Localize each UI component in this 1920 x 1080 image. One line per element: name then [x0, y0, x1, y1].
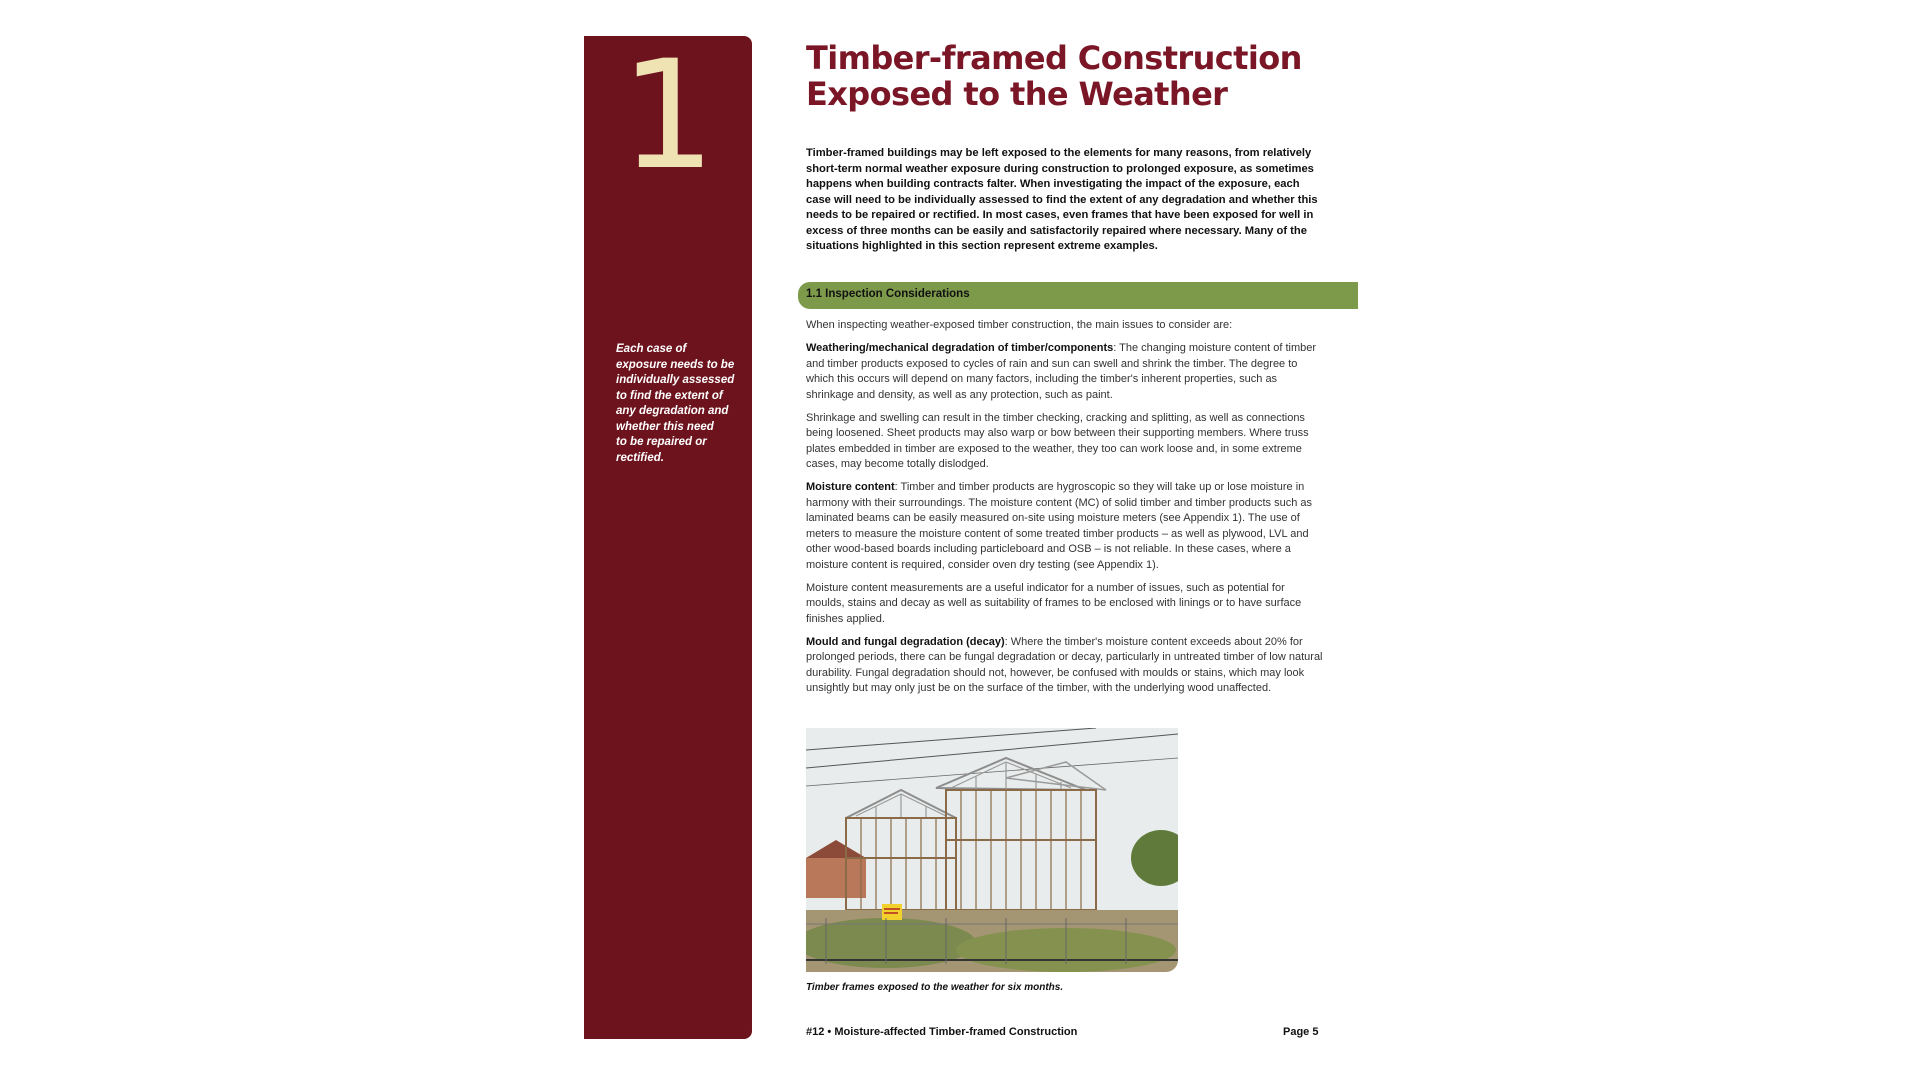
intro-paragraph: Timber-framed buildings may be left exposed to the elements for many reasons, from relatively short-term normal weather exposure during construction to prolonged exposure, as sometimes happens when building contracts falter. When investigating the impact of the exposure, each case will need to be individually assessed to find the extent of any degradation and whether this needs to be repaired or rectified. In most cases, even frames that have been exposed for well in excess of three months can be easily and satisfactorily repaired where necessary. Many of the situations highlighted in this section represent extreme examples. — [806, 147, 1318, 252]
chapter-sidebar — [584, 29, 752, 1039]
paragraph-measurements: Moisture content measurements are a useful indicator for a number of issues, such as potential for moulds, stains and decay as well as suitability of frames to be enclosed with linings or to have surface finishes applied. — [806, 581, 1302, 625]
timber-frame-photo — [806, 728, 1178, 972]
body-text — [806, 318, 1326, 704]
paragraph-heading: Moisture content — [806, 481, 895, 493]
paragraph-text: : The changing moisture content of timber and timber products exposed to cycles of rain and sun can swell and shrink the timber. The degree to which this occurs will depend on many factors, including the timber's inherent properties, such as shrinkage and density, as well as any protection, such as paint. — [806, 342, 1317, 401]
paragraph-moisture-content — [806, 480, 1326, 573]
section-header-bar — [798, 282, 1358, 309]
paragraph-heading: Weathering/mechanical degradation of timber/components — [806, 342, 1114, 354]
paragraph-text: : Timber and timber products are hygroscopic so they will take up or lose moisture in harmony with their surroundings. The moisture content (MC) of solid timber and timber products such as laminated beams can be easily measured on-site using moisture meters (see Appendix 1). The use of meters to measure the moisture content of some treated timber products – as well as plywood, LVL and other wood-based boards including particleboard and OSB – is not reliable. In these cases, where a moisture content is required, consider oven dry testing (see Appendix 1). — [806, 481, 1313, 571]
page-number: Page 5 — [1283, 1026, 1319, 1038]
paragraph-heading: Mould and fungal degradation (decay) — [806, 635, 1005, 648]
section-title: 1.1 Inspection Considerations — [806, 288, 970, 300]
pullquote: Each case of exposure needs to be individually assessed to find the extent of any degradation and whether this need to be repaired or rectified. — [616, 343, 735, 464]
page-title: Timber-framed Construction Exposed to the Weather — [806, 39, 1302, 113]
footer-document-title: #12 • Moisture-affected Timber-framed Construction — [806, 1026, 1078, 1038]
paragraph-shrinkage: Shrinkage and swelling can result in the timber checking, cracking and splitting, as well as connections being loosened. Sheet products may also warp or bow between their supporting members. Where truss plates embedded in timber are exposed to the weather, they too can work loose and, in some extreme cases, may become totally dislodged. — [806, 411, 1309, 470]
chapter-number: 1 — [620, 29, 716, 203]
paragraph-weathering — [806, 341, 1326, 403]
lead-paragraph: When inspecting weather-exposed timber construction, the main issues to consider are: — [806, 319, 1233, 331]
paragraph-mould — [806, 635, 1326, 697]
photo-caption: Timber frames exposed to the weather for six months. — [806, 982, 1064, 993]
paragraph-text: : Where the timber's moisture content exceeds about 20% for prolonged periods, there can be fungal degradation or decay, particularly in untreated timber of low natural durability. Fungal degradation should not, however, be confused with moulds or stains, which may look unsightly but may only just be on the surface of the timber, with the underlying wood unaffected. — [806, 635, 1323, 694]
